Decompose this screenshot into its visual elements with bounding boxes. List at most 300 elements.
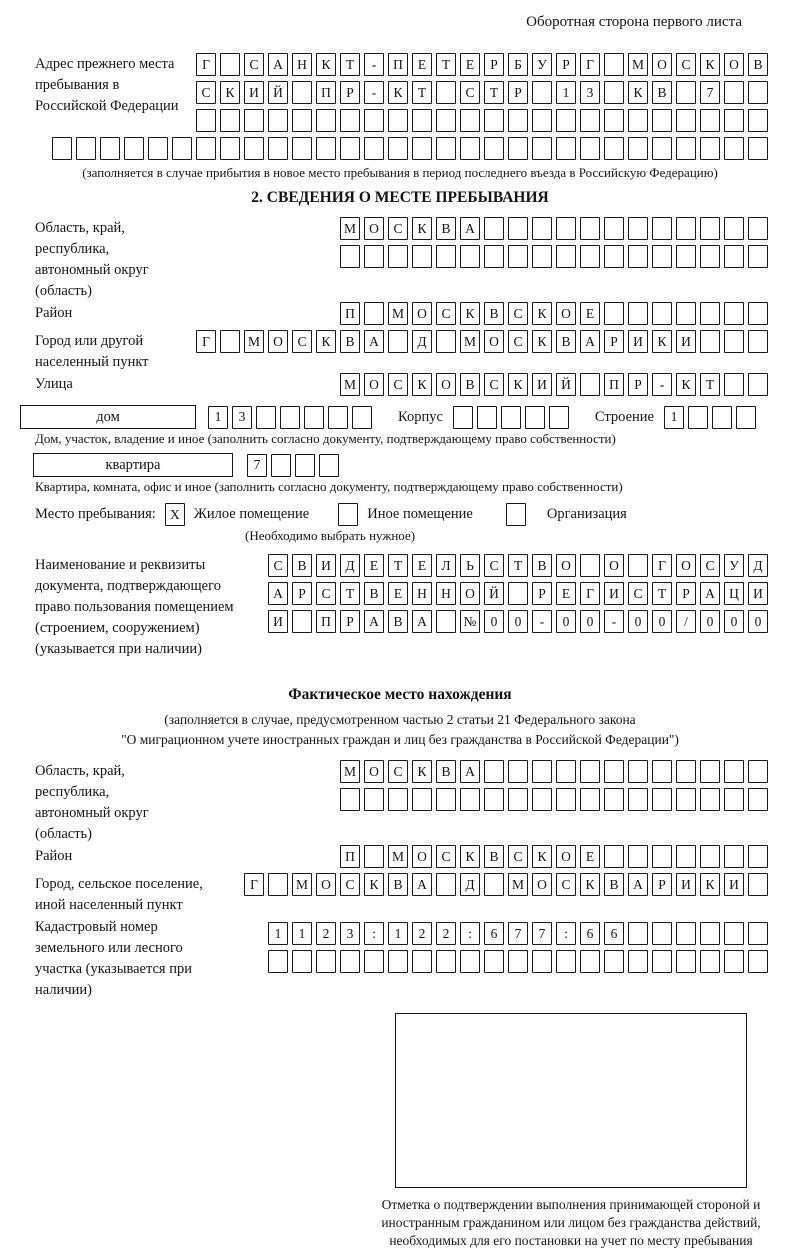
grid-cell[interactable]: Р	[652, 873, 672, 896]
grid-cell[interactable]	[652, 788, 672, 811]
grid-cell[interactable]: А	[460, 217, 480, 240]
grid-cell[interactable]	[724, 109, 744, 132]
grid-cell[interactable]: В	[556, 330, 576, 353]
grid-cell[interactable]	[724, 81, 744, 104]
grid-cell[interactable]: Г	[580, 53, 600, 76]
region-row-1[interactable]	[340, 217, 768, 240]
grid-cell[interactable]	[676, 760, 696, 783]
grid-cell[interactable]	[295, 454, 315, 477]
grid-cell[interactable]	[676, 845, 696, 868]
grid-cell[interactable]	[388, 109, 408, 132]
grid-cell[interactable]: 1	[664, 406, 684, 429]
grid-cell[interactable]	[676, 922, 696, 945]
grid-cell[interactable]: О	[268, 330, 288, 353]
grid-cell[interactable]	[340, 137, 360, 160]
grid-cell[interactable]: О	[412, 302, 432, 325]
grid-cell[interactable]	[508, 245, 528, 268]
grid-cell[interactable]: Д	[412, 330, 432, 353]
grid-cell[interactable]	[460, 245, 480, 268]
grid-cell[interactable]: С	[316, 582, 336, 605]
grid-cell[interactable]	[532, 81, 552, 104]
grid-cell[interactable]: И	[676, 330, 696, 353]
grid-cell[interactable]: Р	[340, 81, 360, 104]
grid-cell[interactable]: В	[388, 610, 408, 633]
grid-cell[interactable]: И	[748, 582, 768, 605]
grid-cell[interactable]	[340, 950, 360, 973]
grid-cell[interactable]: 1	[208, 406, 228, 429]
grid-cell[interactable]: А	[364, 610, 384, 633]
stay-type-checkbox-organization[interactable]	[506, 503, 526, 526]
grid-cell[interactable]: О	[484, 330, 504, 353]
grid-cell[interactable]: Г	[652, 554, 672, 577]
grid-cell[interactable]	[364, 302, 384, 325]
grid-cell[interactable]	[748, 217, 768, 240]
grid-cell[interactable]	[604, 302, 624, 325]
grid-cell[interactable]	[412, 245, 432, 268]
grid-cell[interactable]: П	[388, 53, 408, 76]
grid-cell[interactable]: Й	[556, 373, 576, 396]
grid-cell[interactable]: П	[604, 373, 624, 396]
grid-cell[interactable]: Е	[412, 53, 432, 76]
grid-cell[interactable]: Т	[340, 53, 360, 76]
grid-cell[interactable]	[508, 760, 528, 783]
actual-district-row[interactable]	[340, 845, 768, 868]
grid-cell[interactable]: С	[388, 373, 408, 396]
grid-cell[interactable]: А	[268, 582, 288, 605]
grid-cell[interactable]	[688, 406, 708, 429]
grid-cell[interactable]: А	[580, 330, 600, 353]
grid-cell[interactable]	[700, 788, 720, 811]
grid-cell[interactable]: Л	[436, 554, 456, 577]
grid-cell[interactable]: А	[628, 873, 648, 896]
grid-cell[interactable]	[508, 950, 528, 973]
grid-cell[interactable]	[484, 760, 504, 783]
korpus-grid[interactable]	[453, 406, 569, 429]
cadastral-row-2[interactable]	[268, 950, 768, 973]
grid-cell[interactable]: Д	[748, 554, 768, 577]
grid-cell[interactable]: П	[340, 845, 360, 868]
grid-cell[interactable]	[724, 788, 744, 811]
grid-cell[interactable]	[652, 245, 672, 268]
grid-cell[interactable]	[628, 788, 648, 811]
grid-cell[interactable]	[292, 137, 312, 160]
grid-cell[interactable]: С	[436, 302, 456, 325]
grid-cell[interactable]: С	[508, 330, 528, 353]
actual-region-row-1[interactable]	[340, 760, 768, 783]
grid-cell[interactable]	[271, 454, 291, 477]
grid-cell[interactable]: Е	[580, 845, 600, 868]
grid-cell[interactable]: С	[676, 53, 696, 76]
grid-cell[interactable]	[748, 788, 768, 811]
grid-cell[interactable]: 1	[292, 922, 312, 945]
grid-cell[interactable]: А	[700, 582, 720, 605]
grid-cell[interactable]: М	[340, 217, 360, 240]
grid-cell[interactable]	[604, 81, 624, 104]
district-row[interactable]	[340, 302, 768, 325]
grid-cell[interactable]	[340, 245, 360, 268]
grid-cell[interactable]	[748, 137, 768, 160]
grid-cell[interactable]	[532, 788, 552, 811]
grid-cell[interactable]	[580, 950, 600, 973]
grid-cell[interactable]	[436, 109, 456, 132]
grid-cell[interactable]	[484, 137, 504, 160]
previous-address-row-2[interactable]	[196, 81, 768, 104]
grid-cell[interactable]	[220, 53, 240, 76]
grid-cell[interactable]: 1	[268, 922, 288, 945]
grid-cell[interactable]: К	[628, 81, 648, 104]
grid-cell[interactable]	[292, 950, 312, 973]
grid-cell[interactable]	[580, 788, 600, 811]
grid-cell[interactable]: А	[412, 610, 432, 633]
grid-cell[interactable]: Т	[700, 373, 720, 396]
grid-cell[interactable]: 0	[580, 610, 600, 633]
previous-address-row-4[interactable]	[18, 137, 768, 160]
grid-cell[interactable]	[580, 373, 600, 396]
grid-cell[interactable]	[580, 137, 600, 160]
grid-cell[interactable]: В	[436, 760, 456, 783]
grid-cell[interactable]	[676, 302, 696, 325]
grid-cell[interactable]	[196, 109, 216, 132]
grid-cell[interactable]	[304, 406, 324, 429]
grid-cell[interactable]	[388, 245, 408, 268]
grid-cell[interactable]: С	[484, 554, 504, 577]
house-number-grid[interactable]	[208, 406, 372, 429]
grid-cell[interactable]	[604, 845, 624, 868]
grid-cell[interactable]: В	[340, 330, 360, 353]
grid-cell[interactable]: О	[724, 53, 744, 76]
grid-cell[interactable]: М	[460, 330, 480, 353]
grid-cell[interactable]: И	[676, 873, 696, 896]
city-row[interactable]	[196, 330, 768, 353]
grid-cell[interactable]	[700, 845, 720, 868]
grid-cell[interactable]	[604, 950, 624, 973]
grid-cell[interactable]	[364, 245, 384, 268]
grid-cell[interactable]	[196, 137, 216, 160]
grid-cell[interactable]	[532, 137, 552, 160]
grid-cell[interactable]: А	[364, 330, 384, 353]
grid-cell[interactable]: К	[676, 373, 696, 396]
grid-cell[interactable]: У	[724, 554, 744, 577]
grid-cell[interactable]	[388, 950, 408, 973]
grid-cell[interactable]	[604, 53, 624, 76]
grid-cell[interactable]: И	[244, 81, 264, 104]
grid-cell[interactable]	[172, 137, 192, 160]
grid-cell[interactable]	[556, 217, 576, 240]
grid-cell[interactable]: О	[436, 373, 456, 396]
actual-city-row[interactable]	[244, 873, 768, 896]
grid-cell[interactable]: О	[316, 873, 336, 896]
grid-cell[interactable]: М	[628, 53, 648, 76]
grid-cell[interactable]: Т	[652, 582, 672, 605]
grid-cell[interactable]	[525, 406, 545, 429]
grid-cell[interactable]: К	[388, 81, 408, 104]
grid-cell[interactable]	[700, 109, 720, 132]
grid-cell[interactable]: Г	[196, 53, 216, 76]
grid-cell[interactable]	[484, 788, 504, 811]
grid-cell[interactable]	[292, 610, 312, 633]
grid-cell[interactable]: 0	[556, 610, 576, 633]
grid-cell[interactable]	[676, 137, 696, 160]
grid-cell[interactable]	[124, 137, 144, 160]
grid-cell[interactable]: С	[460, 81, 480, 104]
grid-cell[interactable]: :	[556, 922, 576, 945]
grid-cell[interactable]	[508, 137, 528, 160]
grid-cell[interactable]	[724, 760, 744, 783]
grid-cell[interactable]: Г	[580, 582, 600, 605]
grid-cell[interactable]: М	[340, 760, 360, 783]
grid-cell[interactable]	[748, 81, 768, 104]
grid-cell[interactable]: Й	[268, 81, 288, 104]
grid-cell[interactable]	[556, 137, 576, 160]
grid-cell[interactable]	[477, 406, 497, 429]
grid-cell[interactable]	[748, 373, 768, 396]
grid-cell[interactable]	[148, 137, 168, 160]
grid-cell[interactable]	[604, 760, 624, 783]
grid-cell[interactable]	[268, 873, 288, 896]
grid-cell[interactable]	[628, 137, 648, 160]
grid-cell[interactable]	[436, 330, 456, 353]
grid-cell[interactable]	[676, 245, 696, 268]
grid-cell[interactable]: Р	[604, 330, 624, 353]
grid-cell[interactable]	[484, 873, 504, 896]
grid-cell[interactable]: Р	[628, 373, 648, 396]
grid-cell[interactable]	[436, 610, 456, 633]
grid-cell[interactable]	[364, 788, 384, 811]
grid-cell[interactable]	[280, 406, 300, 429]
grid-cell[interactable]: Н	[412, 582, 432, 605]
grid-cell[interactable]	[453, 406, 473, 429]
grid-cell[interactable]: Е	[556, 582, 576, 605]
grid-cell[interactable]	[724, 302, 744, 325]
grid-cell[interactable]	[748, 245, 768, 268]
grid-cell[interactable]: В	[652, 81, 672, 104]
grid-cell[interactable]: Т	[436, 53, 456, 76]
stay-type-checkbox-residential[interactable]: X	[165, 503, 185, 526]
grid-cell[interactable]: К	[580, 873, 600, 896]
grid-cell[interactable]: В	[532, 554, 552, 577]
grid-cell[interactable]	[100, 137, 120, 160]
grid-cell[interactable]	[268, 137, 288, 160]
grid-cell[interactable]: Т	[412, 81, 432, 104]
grid-cell[interactable]: В	[460, 373, 480, 396]
grid-cell[interactable]	[652, 302, 672, 325]
grid-cell[interactable]: Р	[484, 53, 504, 76]
grid-cell[interactable]: О	[364, 217, 384, 240]
grid-cell[interactable]	[436, 81, 456, 104]
grid-cell[interactable]: К	[412, 760, 432, 783]
grid-cell[interactable]	[748, 922, 768, 945]
grid-cell[interactable]	[549, 406, 569, 429]
grid-cell[interactable]	[364, 137, 384, 160]
grid-cell[interactable]: М	[292, 873, 312, 896]
region-row-2[interactable]	[340, 245, 768, 268]
grid-cell[interactable]	[556, 245, 576, 268]
grid-cell[interactable]: Р	[508, 81, 528, 104]
grid-cell[interactable]: А	[268, 53, 288, 76]
grid-cell[interactable]	[436, 873, 456, 896]
grid-cell[interactable]	[724, 845, 744, 868]
grid-cell[interactable]: М	[508, 873, 528, 896]
grid-cell[interactable]: К	[364, 873, 384, 896]
grid-cell[interactable]: О	[532, 873, 552, 896]
grid-cell[interactable]	[676, 950, 696, 973]
grid-cell[interactable]: К	[316, 330, 336, 353]
grid-cell[interactable]: С	[244, 53, 264, 76]
grid-cell[interactable]: Р	[532, 582, 552, 605]
stay-type-checkbox-other[interactable]	[338, 503, 358, 526]
grid-cell[interactable]: О	[364, 373, 384, 396]
grid-cell[interactable]	[676, 81, 696, 104]
grid-cell[interactable]: -	[364, 81, 384, 104]
grid-cell[interactable]	[748, 330, 768, 353]
grid-cell[interactable]: К	[700, 53, 720, 76]
grid-cell[interactable]: Р	[340, 610, 360, 633]
grid-cell[interactable]: С	[508, 845, 528, 868]
grid-cell[interactable]: П	[316, 610, 336, 633]
grid-cell[interactable]	[628, 302, 648, 325]
grid-cell[interactable]	[724, 922, 744, 945]
grid-cell[interactable]: К	[316, 53, 336, 76]
grid-cell[interactable]	[436, 137, 456, 160]
grid-cell[interactable]	[460, 137, 480, 160]
grid-cell[interactable]	[556, 760, 576, 783]
grid-cell[interactable]: 7	[700, 81, 720, 104]
grid-cell[interactable]: С	[508, 302, 528, 325]
grid-cell[interactable]: В	[484, 302, 504, 325]
grid-cell[interactable]: О	[652, 53, 672, 76]
grid-cell[interactable]	[532, 760, 552, 783]
grid-cell[interactable]	[580, 217, 600, 240]
grid-cell[interactable]	[676, 217, 696, 240]
grid-cell[interactable]: С	[556, 873, 576, 896]
grid-cell[interactable]	[748, 302, 768, 325]
grid-cell[interactable]: В	[364, 582, 384, 605]
grid-cell[interactable]	[220, 330, 240, 353]
grid-cell[interactable]: М	[388, 845, 408, 868]
grid-cell[interactable]: Р	[556, 53, 576, 76]
grid-cell[interactable]	[700, 760, 720, 783]
grid-cell[interactable]: -	[604, 610, 624, 633]
grid-cell[interactable]	[580, 245, 600, 268]
grid-cell[interactable]	[328, 406, 348, 429]
grid-cell[interactable]: Й	[484, 582, 504, 605]
grid-cell[interactable]: С	[340, 873, 360, 896]
grid-cell[interactable]	[724, 217, 744, 240]
grid-cell[interactable]: К	[460, 845, 480, 868]
grid-cell[interactable]: К	[700, 873, 720, 896]
grid-cell[interactable]	[292, 81, 312, 104]
grid-cell[interactable]: К	[532, 302, 552, 325]
grid-cell[interactable]	[580, 109, 600, 132]
previous-address-row-3[interactable]	[196, 109, 768, 132]
grid-cell[interactable]: Е	[388, 582, 408, 605]
grid-cell[interactable]	[556, 788, 576, 811]
grid-cell[interactable]: К	[412, 217, 432, 240]
grid-cell[interactable]	[340, 109, 360, 132]
grid-cell[interactable]: С	[196, 81, 216, 104]
grid-cell[interactable]	[652, 137, 672, 160]
grid-cell[interactable]	[412, 109, 432, 132]
grid-cell[interactable]: О	[556, 554, 576, 577]
grid-cell[interactable]	[724, 245, 744, 268]
grid-cell[interactable]	[700, 950, 720, 973]
grid-cell[interactable]	[676, 109, 696, 132]
grid-cell[interactable]: И	[724, 873, 744, 896]
grid-cell[interactable]	[292, 109, 312, 132]
grid-cell[interactable]: С	[484, 373, 504, 396]
grid-cell[interactable]: М	[244, 330, 264, 353]
grid-cell[interactable]	[316, 950, 336, 973]
grid-cell[interactable]	[700, 245, 720, 268]
grid-cell[interactable]: Т	[484, 81, 504, 104]
grid-cell[interactable]: М	[340, 373, 360, 396]
grid-cell[interactable]: 6	[580, 922, 600, 945]
grid-cell[interactable]: С	[388, 760, 408, 783]
grid-cell[interactable]: 0	[484, 610, 504, 633]
grid-cell[interactable]: В	[388, 873, 408, 896]
grid-cell[interactable]	[712, 406, 732, 429]
grid-cell[interactable]	[628, 109, 648, 132]
grid-cell[interactable]	[532, 109, 552, 132]
document-row-2[interactable]	[268, 582, 768, 605]
grid-cell[interactable]	[628, 950, 648, 973]
grid-cell[interactable]	[244, 109, 264, 132]
grid-cell[interactable]: Б	[508, 53, 528, 76]
grid-cell[interactable]: Д	[340, 554, 360, 577]
grid-cell[interactable]	[700, 302, 720, 325]
grid-cell[interactable]	[508, 582, 528, 605]
grid-cell[interactable]: О	[364, 760, 384, 783]
grid-cell[interactable]	[436, 788, 456, 811]
grid-cell[interactable]: С	[436, 845, 456, 868]
grid-cell[interactable]: В	[484, 845, 504, 868]
grid-cell[interactable]: 7	[247, 454, 267, 477]
grid-cell[interactable]: Ь	[460, 554, 480, 577]
grid-cell[interactable]: С	[700, 554, 720, 577]
grid-cell[interactable]: А	[460, 760, 480, 783]
grid-cell[interactable]: 1	[388, 922, 408, 945]
grid-cell[interactable]	[388, 788, 408, 811]
grid-cell[interactable]	[52, 137, 72, 160]
grid-cell[interactable]: 0	[748, 610, 768, 633]
grid-cell[interactable]	[484, 109, 504, 132]
grid-cell[interactable]	[748, 845, 768, 868]
cadastral-row-1[interactable]	[268, 922, 768, 945]
grid-cell[interactable]: Д	[460, 873, 480, 896]
grid-cell[interactable]	[748, 109, 768, 132]
document-row-1[interactable]	[268, 554, 768, 577]
grid-cell[interactable]	[724, 373, 744, 396]
apartment-grid[interactable]	[247, 454, 339, 477]
grid-cell[interactable]: 7	[508, 922, 528, 945]
grid-cell[interactable]	[676, 788, 696, 811]
grid-cell[interactable]: Е	[412, 554, 432, 577]
grid-cell[interactable]: 2	[436, 922, 456, 945]
grid-cell[interactable]	[460, 950, 480, 973]
grid-cell[interactable]	[244, 137, 264, 160]
grid-cell[interactable]	[364, 109, 384, 132]
grid-cell[interactable]	[532, 217, 552, 240]
grid-cell[interactable]	[628, 922, 648, 945]
grid-cell[interactable]	[412, 950, 432, 973]
actual-region-row-2[interactable]	[340, 788, 768, 811]
grid-cell[interactable]: И	[532, 373, 552, 396]
grid-cell[interactable]	[736, 406, 756, 429]
grid-cell[interactable]	[484, 245, 504, 268]
grid-cell[interactable]: Г	[196, 330, 216, 353]
grid-cell[interactable]: :	[364, 922, 384, 945]
grid-cell[interactable]	[628, 554, 648, 577]
